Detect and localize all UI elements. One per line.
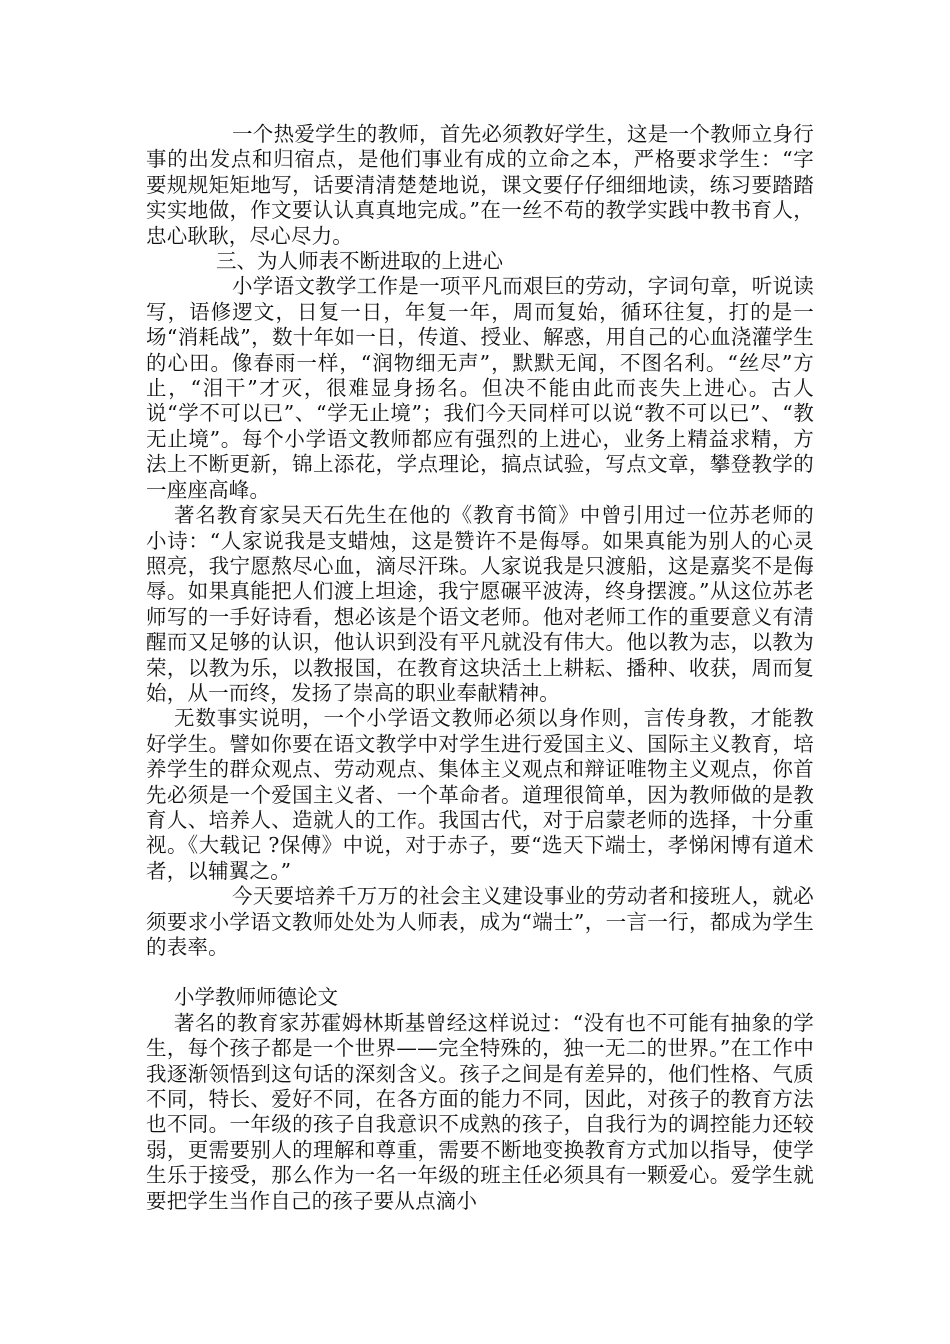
paragraph-6: 著名的教育家苏霍姆林斯基曾经这样说过：“没有也不可能有抽象的学生，每个孩子都是一个世界——完全特殊的，独一无二的世界。”在工作中我逐渐领悟到这句话的深刻含义。孩子之间是有差异的，他们性格、气质不同，特长、爱好不同，在各方面的能力不同，因此，对孩子的教育方法也不同。一年级的孩子自我意识不成熟的孩子，自我行为的调控能力还较弱，更需要别人的理解和尊重，需要不断地变换教育方式加以指导，使学生乐于接受，那么作为一名一年级的班主任必须具有一颗爱心。爱学生就要把学生当作自己的孩子要从点滴小 [146,1010,814,1213]
paragraph-3: 著名教育家吴天石先生在他的《教育书简》中曾引用过一位苏老师的小诗：“人家说我是支蜡烛，这是赞许不是侮辱。如果真能为别人的心灵照亮，我宁愿熬尽心血，滴尽汗珠。人家说我是只渡船，这是嘉奖不是侮辱。如果真能把人们渡上坦途，我宁愿碾平波涛，终身摆渡。”从这位苏老师写的一手好诗看，想必该是个语文老师。他对老师工作的重要意义有清醒而又足够的认识，他认识到没有平凡就没有伟大。他以教为志，以教为荣，以教为乐，以教报国，在教育这块活土上耕耘、播种、收获，周而复始，从一而终，发扬了崇高的职业奉献精神。 [146,503,814,705]
document-page [146,122,814,1214]
paragraph-1: 一个热爱学生的教师，首先必须教好学生，这是一个教师立身行事的出发点和归宿点，是他们事业有成的立命之本，严格要求学生：“字要规规矩矩地写，话要清清楚楚地说，课文要仔仔细细地读，练习要踏踏实实地做，作文要认认真真地完成。”在一丝不苟的教学实践中教书育人，忠心耿耿，尽心尽力。 [146,122,814,248]
paragraph-2: 小学语文教学工作是一项平凡而艰巨的劳动，字词句章，听说读写，语修逻文，日复一日，年复一年，周而复始，循环往复，打的是一场“消耗战”，数十年如一日，传道、授业、解惑，用自己的心血浇灌学生的心田。像春雨一样，“润物细无声”，默默无闻，不图名利。“丝尽”方止，“泪干”才灭，很难显身扬名。但决不能由此而丧失上进心。古人说“学不可以已”、“学无止境”；我们今天同样可以说“教不可以已”、“教无止境”。每个小学语文教师都应有强烈的上进心，业务上精益求精，方法上不断更新，锦上添花，学点理论，搞点试验，写点文章，攀登教学的一座座高峰。 [146,274,814,502]
paragraph-4: 无数事实说明，一个小学语文教师必须以身作则，言传身教，才能教好学生。譬如你要在语文教学中对学生进行爱国主义、国际主义教育，培养学生的群众观点、劳动观点、集体主义观点和辩证唯物主义观点，你首先必须是一个爱国主义者、一个革命者。道理很简单，因为教师做的是教育人、培养人、造就人的工作。我国古代，对于启蒙老师的选择，十分重视。《大载记 ?保傅》中说，对于赤子，要“选天下端士，孝悌闲博有道术者，以辅翼之。” [146,706,814,883]
blank-line [146,960,814,985]
article-subtitle: 小学教师师德论文 [174,985,338,1010]
section-heading: 三、为人师表不断进取的上进心 [216,249,503,274]
paragraph-5: 今天要培养千万万的社会主义建设事业的劳动者和接班人，就必须要求小学语文教师处处为人师表，成为“端士”，一言一行，都成为学生的表率。 [146,884,814,959]
